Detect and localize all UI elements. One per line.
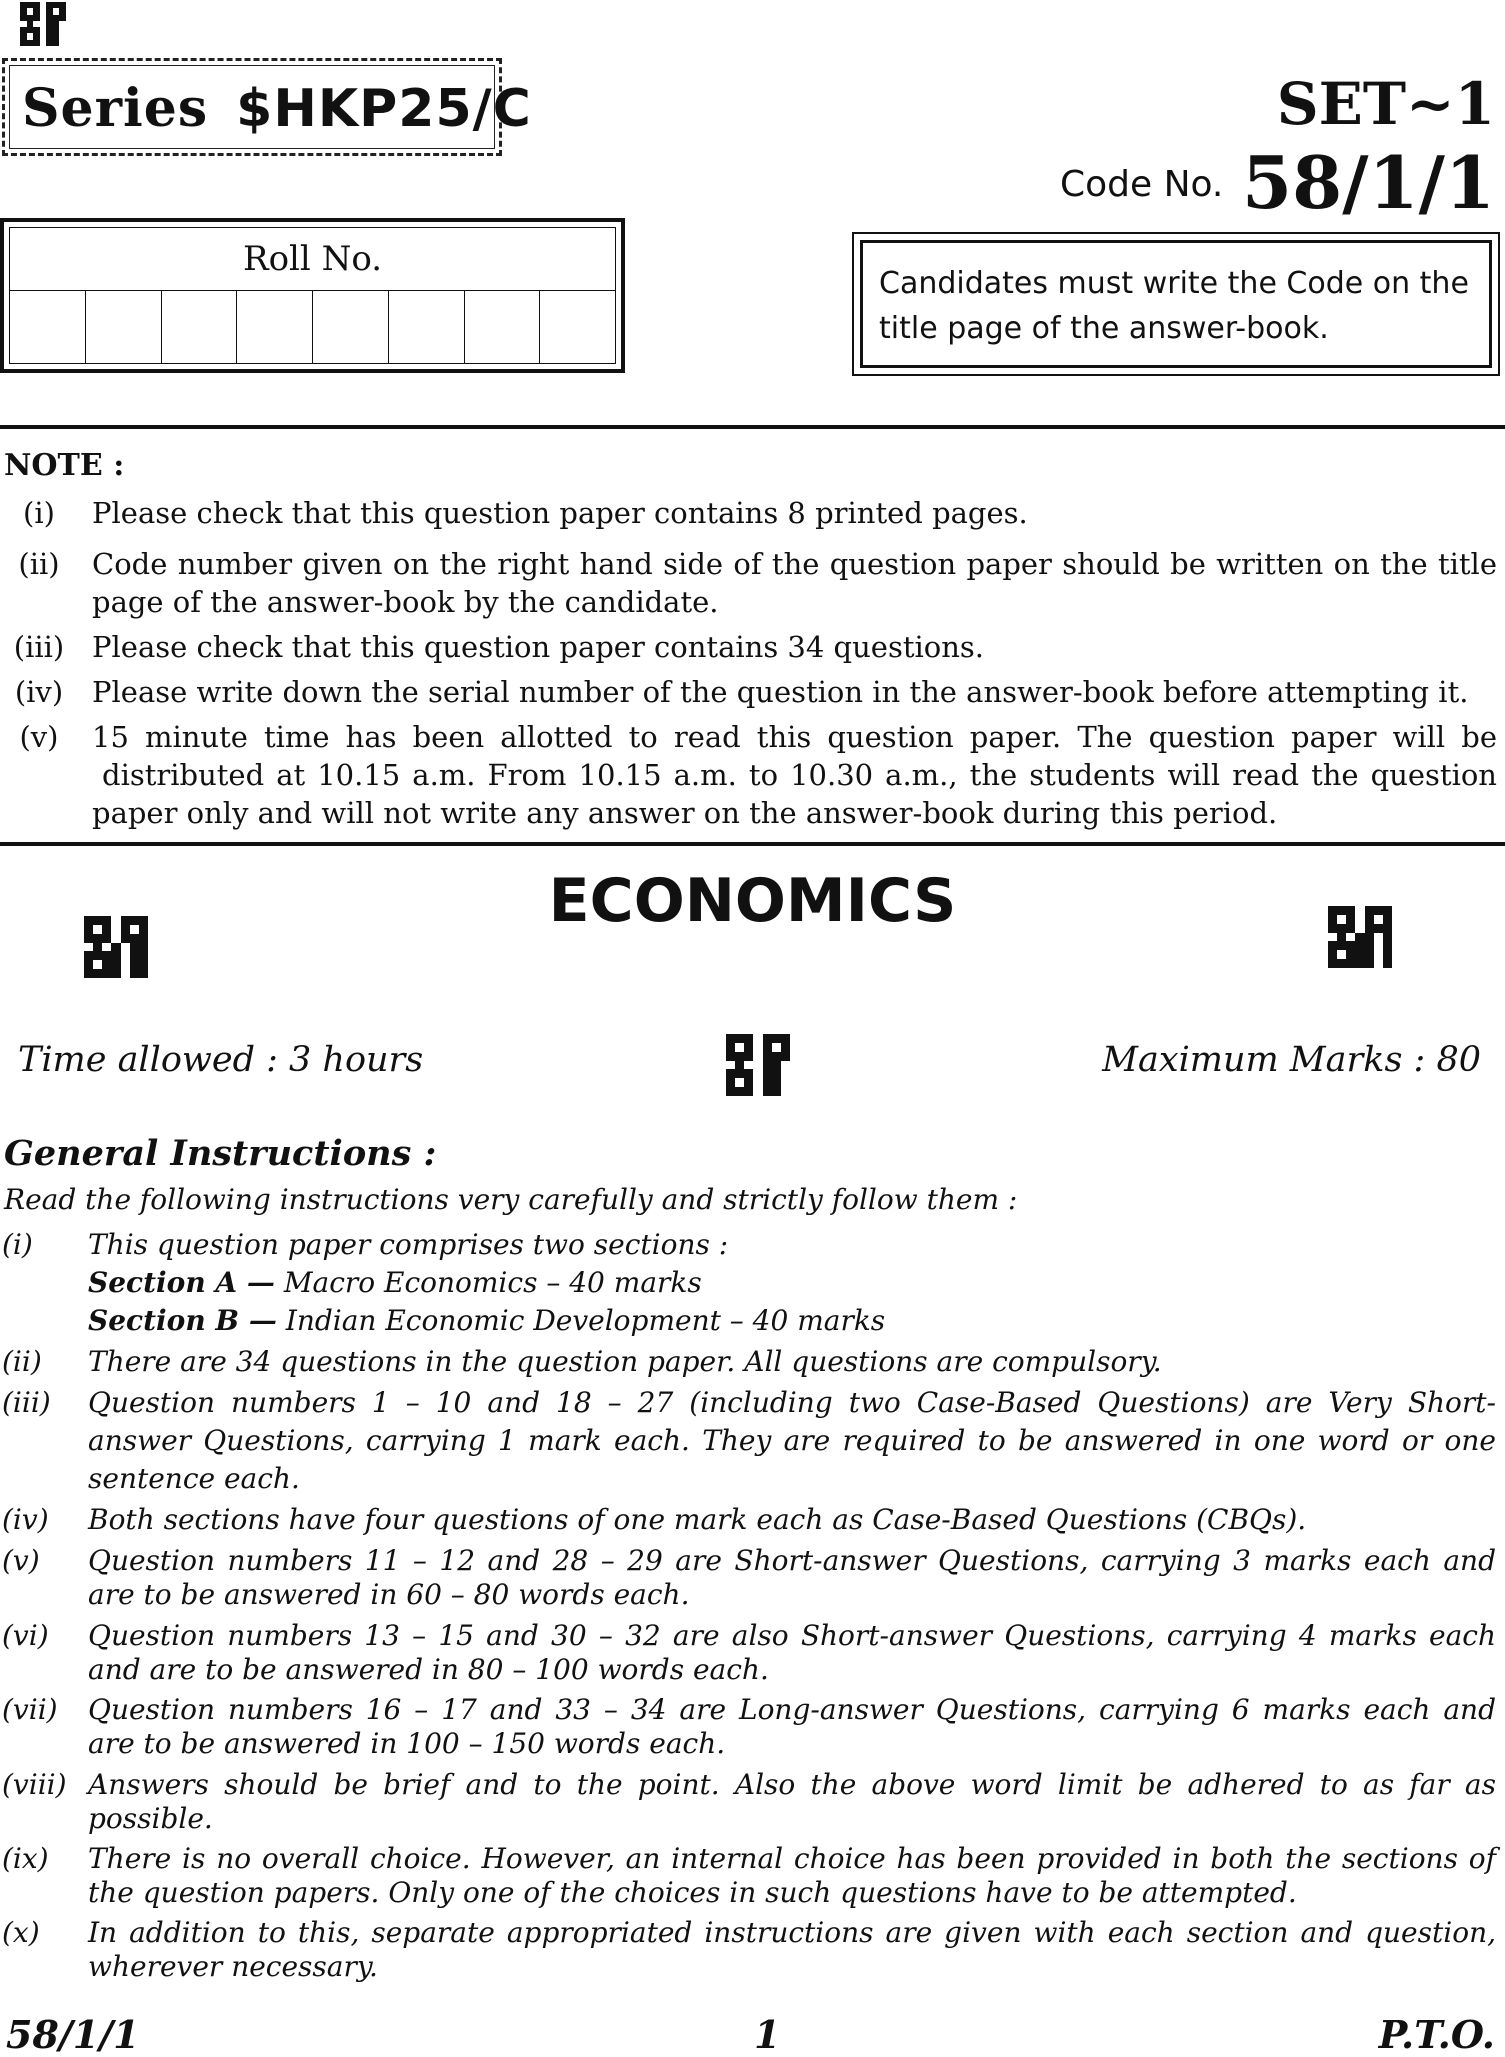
instruction-line: There are 34 questions in the question paper. All questions are compulsory. [88, 1345, 1162, 1378]
instruction-line: Answers should be brief and to the point. Also the above word limit be adhered to as far as [88, 1768, 1496, 1801]
section-a-label: Section A — [88, 1266, 275, 1299]
series-code: $HKP25/C [236, 79, 532, 139]
roll-cell[interactable] [162, 291, 238, 363]
instruction-line: wherever necessary. [88, 1950, 378, 1983]
instruction-num: (v) [2, 1544, 40, 1577]
divider-top [0, 425, 1505, 429]
general-instructions-intro: Read the following instructions very carefully and strictly follow them : [4, 1183, 1018, 1216]
instruction-line: possible. [88, 1802, 213, 1835]
roll-number-cells [10, 291, 615, 363]
roll-cell[interactable] [10, 291, 86, 363]
note-num: (i) [23, 496, 55, 530]
instruction-line: There is no overall choice. However, an internal choice has been provided in both the sections of [88, 1842, 1496, 1875]
instruction-line: sentence each. [88, 1462, 300, 1495]
note-item-line: distributed at 10.15 a.m. From 10.15 a.m. to 10.30 a.m., the students will read the question [102, 758, 1497, 792]
roll-cell[interactable] [465, 291, 541, 363]
instruction-line: Question numbers 11 – 12 and 28 – 29 are Short-answer Questions, carrying 3 marks each and [88, 1544, 1496, 1577]
roll-cell[interactable] [86, 291, 162, 363]
note-num: (iii) [13, 630, 65, 664]
instruction-num: (iii) [2, 1386, 51, 1419]
general-instructions-title: General Instructions : [4, 1133, 437, 1174]
section-b-text: Indian Economic Development – 40 marks [285, 1304, 886, 1337]
instruction-line: Question numbers 1 – 10 and 18 – 27 (including two Case-Based Questions) are Very Short- [88, 1386, 1496, 1419]
candidate-notice-box [852, 232, 1500, 376]
section-a-text: Macro Economics – 40 marks [283, 1266, 702, 1299]
instruction-line: Both sections have four questions of one mark each as Case-Based Questions (CBQs). [88, 1503, 1307, 1536]
note-item-line: paper only and will not write any answer on the answer-book during this period. [92, 796, 1278, 830]
instruction-line: Question numbers 16 – 17 and 33 – 34 are Long-answer Questions, carrying 6 marks each and [88, 1693, 1496, 1726]
note-item: Please write down the serial number of the question in the answer-book before attempting it. [92, 675, 1469, 709]
section-b-label: Section B — [88, 1304, 277, 1337]
instruction-line: are to be answered in 100 – 150 words each. [88, 1727, 726, 1760]
instruction-line: the question papers. Only one of the choices in such questions have to be attempted. [88, 1876, 1297, 1909]
note-item-line: page of the answer-book by the candidate. [92, 585, 719, 619]
instruction-list [0, 1226, 1505, 1986]
instruction-num: (i) [2, 1228, 33, 1261]
roll-number-label: Roll No. [10, 228, 615, 291]
instruction-num: (ii) [2, 1345, 42, 1378]
set-number: SET~1 [1276, 70, 1495, 138]
instruction-line: answer Questions, carrying 1 mark each. They are required to be answered in one word or one [88, 1424, 1496, 1457]
note-list [0, 494, 1505, 834]
instruction-num: (ix) [2, 1842, 49, 1875]
instruction-line: and are to be answered in 80 – 100 words each. [88, 1653, 769, 1686]
instruction-num: (iv) [2, 1503, 49, 1536]
section-b-line [88, 1302, 885, 1340]
code-label: Code No. [1060, 164, 1224, 205]
roll-cell[interactable] [237, 291, 313, 363]
roll-cell[interactable] [313, 291, 389, 363]
note-num: (iv) [14, 675, 64, 709]
code-number: 58/1/1 [1242, 140, 1495, 225]
footer-pto: P.T.O. [1378, 2012, 1495, 2057]
note-num: (v) [19, 720, 59, 754]
note-item-line: Code number given on the right hand side of the question paper should be written on the title [92, 547, 1497, 581]
instruction-num: (x) [2, 1916, 40, 1949]
note-item: Please check that this question paper contains 8 printed pages. [92, 496, 1028, 530]
maximum-marks: Maximum Marks : 80 [1102, 1040, 1481, 1080]
instruction-line: Question numbers 13 – 15 and 30 – 32 are also Short-answer Questions, carrying 4 marks each [88, 1619, 1496, 1652]
roll-number-box [0, 218, 625, 373]
section-a-line [88, 1264, 702, 1302]
subject-title: ECONOMICS [548, 866, 957, 936]
note-title: NOTE : [4, 448, 125, 483]
qr-code-top-left [20, 2, 66, 46]
series-label [22, 78, 532, 139]
roll-cell[interactable] [540, 291, 615, 363]
instruction-line: are to be answered in 60 – 80 words each. [88, 1578, 690, 1611]
instruction-num: (vii) [2, 1693, 58, 1726]
candidate-notice: Candidates must write the Code on the title page of the answer-book. [860, 240, 1492, 368]
footer-page-number: 1 [754, 2012, 781, 2057]
instruction-line: In addition to this, separate appropriated instructions are given with each section and question, [88, 1916, 1496, 1949]
series-word: Series [22, 78, 209, 139]
note-item: Please check that this question paper contains 34 questions. [92, 630, 984, 664]
roll-cell[interactable] [389, 291, 465, 363]
qr-code-center [726, 1034, 790, 1096]
divider-middle [0, 842, 1505, 846]
note-num: (ii) [18, 547, 60, 581]
footer-code: 58/1/1 [6, 2012, 140, 2057]
note-item-line: 15 minute time has been allotted to read this question paper. The question paper will be [92, 720, 1497, 754]
instruction-num: (vi) [2, 1619, 49, 1652]
time-allowed: Time allowed : 3 hours [18, 1040, 424, 1080]
instruction-num: (viii) [2, 1768, 67, 1801]
instruction-line: This question paper comprises two sections : [88, 1228, 729, 1261]
